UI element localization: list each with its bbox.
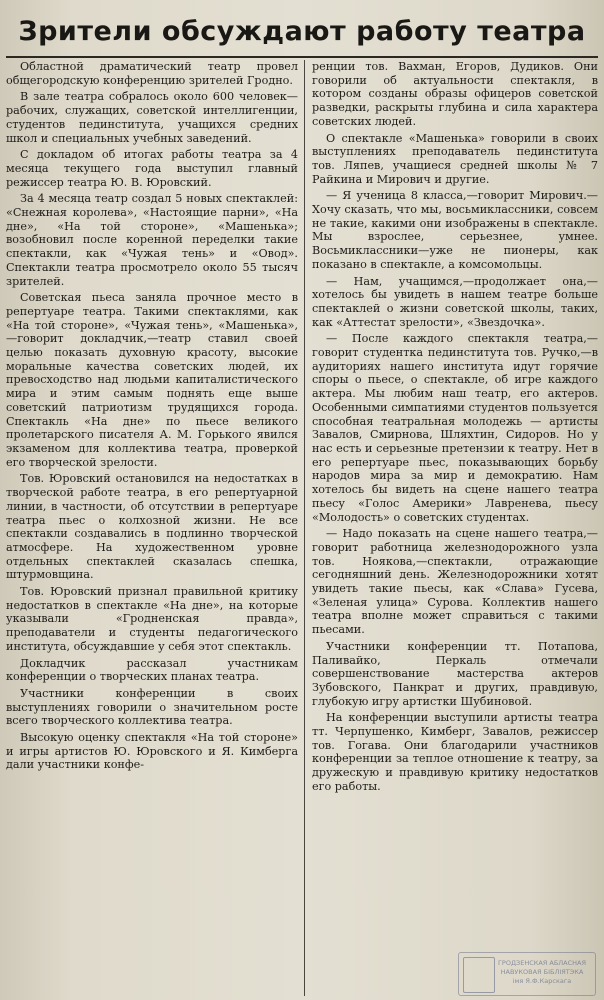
paragraph: С докладом об итогах работы театра за 4 месяца текущего года выступил главный режиссер театра Ю. В. Юровский. xyxy=(6,148,298,189)
paragraph: Тов. Юровский остановился на недостатках в творческой работе театра, в его репертуарной линии, в частности, об отсутствии в репертуаре театра пьес о колхозной жизни. Не все спектакли создавались в подлинно творческой атмосфере. На художественном уровне отдельных спектаклей сказалась спешка, штурмовщина. xyxy=(6,472,298,582)
paragraph: Тов. Юровский признал правильной критику недостатков в спектакле «На дне», на которые указывали «Гродненская правда», преподаватели и студенты педагогического института, обсуждавшие у себя этот спектакль. xyxy=(6,585,298,653)
headline: Зрители обсуждают работу театра xyxy=(6,8,598,58)
paragraph: Докладчик рассказал участникам конференции о творческих планах театра. xyxy=(6,656,298,684)
paragraph: В зале театра собралось около 600 человек—рабочих, служащих, советской интеллигенции, студентов пединститута, учащихся средних школ и специальных учебных заведений. xyxy=(6,90,298,145)
article-column-right xyxy=(312,60,598,996)
column-divider xyxy=(304,60,305,996)
library-logo-icon xyxy=(463,957,495,993)
stamp-line: імя Я.Ф.Карскага xyxy=(512,977,572,985)
paragraph: — Я ученица 8 класса,—говорит Мирович.—Хочу сказать, что мы, восьмиклассники, совсем не такие, какими они изображены в спектакле. Мы взрослее, серьезнее, умнее. Восьмиклассники—уже не пионеры, как показано в спектакле, а комсомольцы. xyxy=(312,189,598,271)
paragraph: За 4 месяца театр создал 5 новых спектаклей: «Снежная королева», «Настоящие парни», «На дне», «На той стороне», «Машенька»; возобновил после коренной переделки такие спектакли, как «Чужая тень» и «Овод». Спектакли театра просмотрело около 55 тысяч зрителей. xyxy=(6,192,298,288)
paragraph: На конференции выступили артисты театра тт. Черпушенко, Кимберг, Завалов, режиссер тов. Гогава. Они благодарили участников конференции за теплое отношение к театру, за дружескую и правдивую критику недостатков его работы. xyxy=(312,711,598,793)
paragraph: — Надо показать на сцене нашего театра,—говорит работница железнодорожного узла тов. Ноякова,—спектакли, отражающие сегодняшний день. Железнодорожники хотят увидеть такие пьесы, как «Слава» Гусева, «Зеленая улица» Сурова. Коллектив нашего театра вполне может справиться с такими пьесами. xyxy=(312,527,598,637)
paragraph: Областной драматический театр провел общегородскую конференцию зрителей Гродно. xyxy=(6,60,298,87)
paragraph: О спектакле «Машенька» говорили в своих выступлениях преподаватель пединститута тов. Ляпев, учащиеся средней школы № 7 Райкина и Мирович и другие. xyxy=(312,131,598,186)
stamp-line: НАВУКОВАЯ БІБЛІЯТЭКА xyxy=(500,968,584,976)
paragraph: — После каждого спектакля театра,—говорит студентка пединститута тов. Ручко,—в аудиториях нашего института идут горячие споры о пьесе, о спектакле, об игре каждого актера. Мы любим наш театр, его актеров. Особенными симпатиями студентов пользуется способная театральная молодежь — артисты Завалов, Смирнова, Шляхтин, Сидоров. Но у нас есть и серьезные претензии к театру. Нет в его репертуаре пьес, показывающих борьбу народов мира за мир и демократию. Нам хотелось бы видеть на сцене нашего театра пьесу «Голос Америки» Лавренева, пьесу «Молодость» о советских студентах. xyxy=(312,332,598,524)
article-column-left xyxy=(6,60,298,996)
paragraph: Участники конференции в своих выступлениях говорили о значительном росте всего творческого коллектива театра. xyxy=(6,686,298,728)
paragraph: Участники конференции тт. Потапова, Паливайко, Перкаль отмечали совершенствование мастерства актеров Зубовского, Панкрат и других, правдивую, глубокую игру артистки Шубиновой. xyxy=(312,639,598,708)
stamp-line: ГРОДЗЕНСКАЯ АБЛАСНАЯ xyxy=(497,959,587,967)
library-watermark-stamp xyxy=(458,952,596,996)
paragraph: Высокую оценку спектакля «На той стороне» и игры артистов Ю. Юровского и Я. Кимберга дали участники конфе- xyxy=(6,731,298,772)
paragraph: ренции тов. Вахман, Егоров, Дудиков. Они говорили об актуальности спектакля, в котором созданы образы офицеров советской разведки, раскрыты глубина и сила характера советских людей. xyxy=(312,60,598,128)
paragraph: Советская пьеса заняла прочное место в репертуаре театра. Такими спектаклями, как «На той стороне», «Чужая тень», «Машенька»,—говорит докладчик,—театр ставил своей целью показать духовную красоту, высокие моральные качества советских людей, их превосходство над людьми капиталистического мира и этим самым поднять еще выше советский патриотизм трудящихся города. Спектакль «На дне» по пьесе великого пролетарского писателя А. М. Горького явился экзаменом для коллектива театра, проверкой его творческой зрелости. xyxy=(6,291,298,469)
paragraph: — Нам, учащимся,—продолжает она,—хотелось бы увидеть в нашем театре больше спектаклей о жизни советской школы, таких, как «Аттестат зрелости», «Звездочка». xyxy=(312,274,598,329)
